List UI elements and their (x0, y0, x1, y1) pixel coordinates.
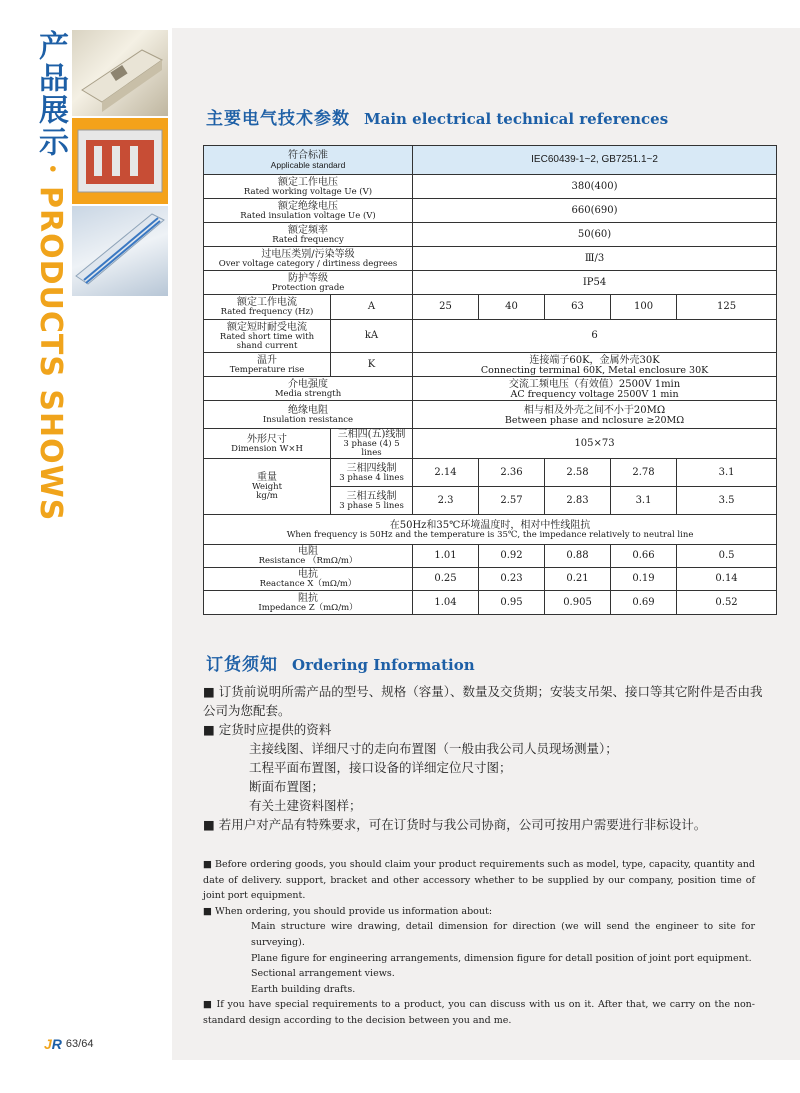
ordering-heading (206, 650, 475, 675)
resistance-value: 0.92 (479, 545, 545, 568)
table-row (204, 459, 777, 487)
current-label-cn: 额定工作电流 (237, 297, 297, 308)
ordering-cn-para: ■ 定货时应提供的资料 (203, 722, 332, 737)
weight-row4-cn: 三相四线制 (346, 462, 397, 474)
weight-row5-en: 3 phase 5 lines (339, 500, 404, 511)
table-row (204, 568, 777, 591)
ordering-en-item: Plane figure for engineering arrangements, dimension figure for detall position of joint port equipment. (251, 952, 752, 964)
dielectric-label-en: Media strength (274, 388, 342, 399)
working-voltage-label-cn: 额定工作电压 (278, 176, 338, 188)
current-value: 25 (413, 295, 479, 320)
current-value: 100 (611, 295, 677, 320)
ordering-en-para: ■ If you have special requirements to a product, you can discuss with us on it. After that, we carry on the non-standard design according to the decision between you and me. (203, 999, 755, 1026)
logo-letter-j: J (44, 1036, 52, 1052)
ordering-en-para: ■ When ordering, you should provide us information about: (203, 905, 493, 917)
ordering-cn-item: 有关土建资料图样； (249, 798, 362, 813)
weight-value: 2.83 (545, 487, 611, 515)
table-row (204, 353, 777, 377)
weight-value: 2.3 (413, 487, 479, 515)
reactance-value: 0.25 (413, 568, 479, 591)
current-value: 63 (545, 295, 611, 320)
ordering-cn-item: 工程平面布置图，接口设备的详细定位尺寸图； (249, 760, 512, 775)
temperature-value-cn: 连接端子60K，金属外壳30K (529, 354, 660, 366)
dielectric-value-en: AC frequency voltage 2500V 1 min (510, 388, 679, 400)
ordering-en-item: Main structure wire drawing, detail dimension for direction (we will send the engineer to site for surveying). (251, 921, 755, 948)
current-label-en: Rated frequency (Hz) (220, 307, 314, 317)
insulation-resistance-value-en: Between phase and nclosure ≥20MΩ (504, 414, 685, 426)
specs-heading-en: Main electrical technical references (364, 110, 669, 128)
insulation-voltage-label-cn: 额定绝缘电压 (278, 200, 338, 212)
frequency-value: 50(60) (413, 223, 777, 247)
short-time-label-cn: 额定短时耐受电流 (227, 321, 307, 333)
dimension-label-en: Dimension W×H (231, 443, 303, 454)
product-photo-busway-joint (72, 30, 168, 116)
standard-label-en: Applicable standard (270, 160, 346, 170)
reactance-label-cn: 电抗 (298, 569, 318, 580)
sidebar-title (33, 30, 73, 521)
sidebar-title-cn: 产品展示 (33, 30, 68, 158)
table-row (204, 377, 777, 401)
current-value: 125 (677, 295, 777, 320)
insulation-voltage-label-en: Rated insulation voltage Ue (V) (240, 210, 376, 221)
standard-label-cn: 符合标准 (288, 150, 328, 161)
impedance-label-en: Impedance Z（mΩ/m） (258, 602, 358, 613)
impedance-value: 0.905 (545, 591, 611, 615)
table-row (204, 146, 777, 175)
insulation-resistance-label-en: Insulation resistance (262, 414, 354, 425)
ordering-cn-text (203, 682, 763, 834)
table-row (204, 271, 777, 295)
working-voltage-value: 380(400) (413, 175, 777, 199)
weight-label-en: Weight (251, 482, 283, 492)
product-photo-busway-straight (72, 206, 168, 296)
weight-value: 2.58 (545, 459, 611, 487)
weight-unit: kg/m (256, 491, 278, 501)
weight-label-cn: 重量 (257, 472, 277, 483)
current-value: 40 (479, 295, 545, 320)
table-row (204, 175, 777, 199)
page-footer (44, 1036, 93, 1052)
reactance-value: 0.23 (479, 568, 545, 591)
short-time-unit: kA (331, 320, 413, 353)
ordering-en-para: ■ Before ordering goods, you should claim your product requirements such as model, type, capacity, quantity and date of delivery. support, bracket and other accessory whether to be supplied by our company, position time of joint port equipment. (203, 859, 755, 902)
reactance-label-en: Reactance X（mΩ/m） (259, 579, 357, 589)
sidebar-title-en: PRODUCTS SHOWS (33, 186, 68, 522)
company-logo (44, 1036, 62, 1052)
short-time-value: 6 (413, 320, 777, 353)
overvoltage-label-en: Over voltage category / dirtiness degrees (218, 258, 398, 269)
dielectric-value-cn: 交流工频电压（有效值）2500V 1min (508, 378, 681, 390)
standard-value: IEC60439-1~2, GB7251.1~2 (413, 146, 777, 175)
reactance-value: 0.21 (545, 568, 611, 591)
resistance-label-cn: 电阻 (298, 546, 318, 557)
impedance-value: 1.04 (413, 591, 479, 615)
ordering-heading-cn: 订货须知 (206, 655, 278, 675)
temperature-value-en: Connecting terminal 60K, Metal enclosure 30K (480, 364, 709, 376)
weight-value: 3.1 (611, 487, 677, 515)
reactance-value: 0.19 (611, 568, 677, 591)
sidebar-dot: · (47, 152, 59, 187)
temperature-unit: K (331, 353, 413, 377)
resistance-label-en: Resistance （RmΩ/m） (258, 556, 358, 566)
table-row (204, 515, 777, 545)
weight-row5-cn: 三相五线制 (346, 490, 397, 502)
table-row (204, 295, 777, 320)
specs-heading-cn: 主要电气技术参数 (206, 109, 350, 129)
working-voltage-label-en: Rated working voltage Ue (V) (243, 186, 373, 197)
dimension-sub-en: 3 phase (4) 5 lines (343, 439, 400, 458)
weight-value: 2.78 (611, 459, 677, 487)
table-row (204, 591, 777, 615)
frequency-label-cn: 额定频率 (288, 224, 328, 236)
table-row (204, 401, 777, 429)
reactance-value: 0.14 (677, 568, 777, 591)
resistance-value: 1.01 (413, 545, 479, 568)
table-row (204, 247, 777, 271)
impedance-value: 0.69 (611, 591, 677, 615)
protection-label-en: Protection grade (271, 282, 345, 293)
ordering-en-text (203, 857, 755, 1029)
temperature-label-cn: 温升 (257, 354, 277, 366)
table-row (204, 320, 777, 353)
weight-value: 2.36 (479, 459, 545, 487)
ordering-en-item: Sectional arrangement views. (251, 968, 395, 980)
resistance-value: 0.88 (545, 545, 611, 568)
ordering-cn-item: 断面布置图； (249, 779, 325, 794)
weight-value: 3.5 (677, 487, 777, 515)
table-row (204, 545, 777, 568)
table-row (204, 223, 777, 247)
ordering-cn-para: ■ 若用户对产品有特殊要求，可在订货时与我公司协商，公司可按用户需要进行非标设计。 (203, 817, 707, 832)
table-row (204, 429, 777, 459)
dimension-label-cn: 外形尺寸 (247, 433, 287, 445)
resistance-value: 0.66 (611, 545, 677, 568)
impedance-label-cn: 阻抗 (298, 592, 318, 604)
overvoltage-value: Ⅲ/3 (413, 247, 777, 271)
dimension-value: 105×73 (413, 429, 777, 459)
product-photos (72, 30, 168, 298)
resistance-value: 0.5 (677, 545, 777, 568)
condition-en: When frequency is 50Hz and the temperature is 35℃, the impedance relatively to neutral line (286, 529, 694, 540)
specs-heading (206, 104, 668, 129)
protection-value: IP54 (413, 271, 777, 295)
ordering-cn-item: 主接线图、详细尺寸的走向布置图（一般由我公司人员现场测量）； (249, 741, 618, 756)
temperature-label-en: Temperature rise (229, 364, 305, 375)
dielectric-label-cn: 介电强度 (288, 378, 328, 390)
product-photo-busway-section (72, 118, 168, 204)
dimension-sub-cn: 三相四(五)线制 (337, 429, 406, 440)
impedance-value: 0.52 (677, 591, 777, 615)
overvoltage-label-cn: 过电压类别/污染等级 (261, 248, 355, 260)
logo-letter-r: R (51, 1036, 62, 1052)
short-time-label-en: Rated short time with shand current (219, 331, 315, 351)
impedance-value: 0.95 (479, 591, 545, 615)
current-unit: A (331, 295, 413, 320)
ordering-cn-para: ■ 订货前说明所需产品的型号、规格（容量）、数量及交货期；安装支吊架、接口等其它附件是否由我公司为您配套。 (203, 684, 763, 718)
condition-cn: 在50Hz和35℃环境温度时，相对中性线阻抗 (389, 519, 591, 531)
ordering-en-item: Earth building drafts. (251, 983, 356, 995)
insulation-resistance-label-cn: 绝缘电阻 (288, 404, 328, 416)
insulation-voltage-value: 660(690) (413, 199, 777, 223)
weight-value: 2.14 (413, 459, 479, 487)
specs-table (203, 145, 777, 615)
protection-label-cn: 防护等级 (288, 272, 328, 284)
table-row (204, 199, 777, 223)
page-number: 63/64 (65, 1038, 94, 1050)
weight-value: 2.57 (479, 487, 545, 515)
weight-row4-en: 3 phase 4 lines (339, 472, 404, 483)
weight-value: 3.1 (677, 459, 777, 487)
frequency-label-en: Rated frequency (272, 234, 344, 245)
insulation-resistance-value-cn: 相与相及外壳之间不小于20MΩ (523, 404, 666, 416)
ordering-heading-en: Ordering Information (292, 656, 475, 674)
